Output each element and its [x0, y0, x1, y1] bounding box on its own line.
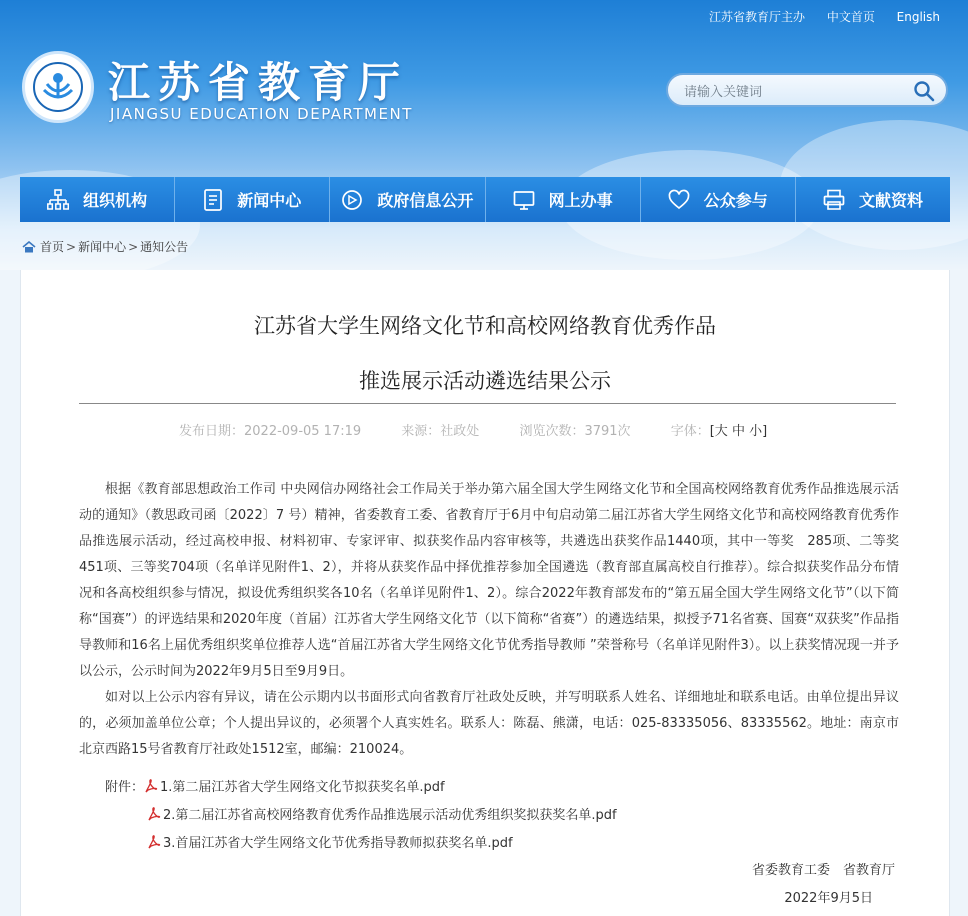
attachments-label: 附件： [105, 780, 145, 795]
breadcrumb-notices[interactable]: 通知公告 [140, 240, 189, 254]
top-link-chinese-home[interactable]: 中文首页 [826, 10, 875, 24]
document-icon [203, 189, 223, 211]
nav-item-news[interactable] [175, 177, 330, 222]
nav-label: 公众参与 [703, 191, 768, 210]
attachment-row [105, 776, 445, 795]
article-title-line1: 江苏省大学生网络文化节和高校网络教育优秀作品 [254, 314, 716, 338]
breadcrumb [22, 238, 188, 255]
nav-label: 文献资料 [858, 191, 923, 210]
attachment-row [147, 804, 617, 823]
site-subtitle: JIANGSU EDUCATION DEPARTMENT [110, 105, 413, 123]
monitor-icon [513, 189, 535, 211]
article-paragraph: 根据《教育部思想政治工作司 中央网信办网络社会工作局关于举办第六届全国大学生网络文化节和全国高校网络教育优秀作品推选展示活动的通知》（教思政司函〔2022〕7 号）精神，省委教育工委、省教育厅于6月中旬启动第二届江苏省大学生网络文化节和高校网络教育优秀作品推选展示活动，经过高校申报、材料初审、专家评审、拟获奖作品内容审核等，共遴选出获奖作品1440项，其中一等奖 285项、二等奖451项、三等奖704项（名单详见附件1、2），并将从获奖作品中择优推荐参加全国遴选（教育部直属高校自行推荐）。综合拟获奖作品分布情况和各高校组织参与情况，拟设优秀组织奖各10名（名单详见附件1、2）。综合2022年教育部发布的“第五届全国大学生网络文化节”（以下简称“国赛”）的评选结果和2020年度（首届）江苏省大学生网络文化节（以下简称“省赛”）的遴选结果，拟授予71名省赛、国赛“双获奖”作品指导教师和16名上届优秀组织奖单位推荐人选“首届江苏省大学生网络文化节优秀指导教师 ”荣誉称号（名单详见附件3）。以上获奖情况现一并予以公示，公示时间为2022年9月5日至9月9日。 [79, 482, 899, 679]
article-meta [179, 420, 767, 439]
article-panel [20, 270, 950, 916]
logo-emblem-icon [33, 62, 83, 112]
nav-item-gov-info[interactable] [330, 177, 485, 222]
pdf-icon [147, 806, 161, 822]
article-source: 来源：社政处 [401, 424, 480, 439]
signature: 省委教育工委 省教育厅 [751, 863, 895, 878]
nav-item-organization[interactable] [20, 177, 175, 222]
top-link-english[interactable]: English [896, 10, 940, 24]
font-size-label: 字体： [670, 424, 710, 439]
nav-item-public-participation[interactable] [641, 177, 796, 222]
org-chart-icon [47, 189, 69, 211]
view-count: 浏览次数：3791次 [519, 424, 631, 439]
pdf-icon [147, 834, 161, 850]
attachment-link-1[interactable]: 1.第二届江苏省大学生网络文化节拟获奖名单.pdf [160, 780, 445, 795]
breadcrumb-home[interactable]: 首页 [40, 240, 65, 254]
font-large-button[interactable]: 大 [714, 424, 728, 439]
printer-icon [823, 189, 845, 211]
nav-item-documents[interactable] [796, 177, 950, 222]
search-box [666, 73, 948, 107]
attachment-row [147, 832, 513, 851]
compass-icon [341, 189, 363, 211]
nav-label: 新闻中心 [237, 191, 302, 210]
nav-label: 政府信息公开 [377, 191, 474, 210]
pdf-icon [144, 778, 158, 794]
breadcrumb-separator: > [66, 239, 77, 254]
top-links [691, 8, 940, 25]
nav-item-online-service[interactable] [486, 177, 641, 222]
attachment-link-2[interactable]: 2.第二届江苏省高校网络教育优秀作品推选展示活动优秀组织奖拟获奖名单.pdf [163, 808, 617, 823]
article-title-line2: 推选展示活动遴选结果公示 [359, 369, 611, 393]
heart-icon [668, 189, 690, 211]
site-title: 江苏省教育厅 [108, 58, 409, 107]
font-small-button[interactable]: 小 [749, 424, 763, 439]
breadcrumb-news[interactable]: 新闻中心 [78, 240, 127, 254]
site-logo[interactable] [22, 51, 94, 123]
top-link-host[interactable]: 江苏省教育厅主办 [708, 10, 805, 24]
breadcrumb-separator: > [128, 239, 139, 254]
search-icon[interactable] [912, 79, 936, 103]
publish-date: 发布日期：2022-09-05 17:19 [179, 424, 362, 439]
home-icon [22, 241, 36, 253]
article-body [79, 477, 899, 763]
font-medium-button[interactable]: 中 [731, 424, 745, 439]
article-paragraph: 如对以上公示内容有异议，请在公示期内以书面形式向省教育厅社政处反映，并写明联系人姓名、详细地址和联系电话。由单位提出异议的，必须加盖单位公章；个人提出异议的，必须署个人真实姓名。联系人：陈磊、熊潇，电话：025-83335056、83335562。地址：南京市北京西路15号省教育厅社政处1512室，邮编：210024。 [79, 690, 899, 757]
title-divider [79, 403, 896, 404]
signature-date: 2022年9月5日 [784, 891, 873, 906]
nav-label: 网上办事 [548, 191, 613, 210]
attachment-link-3[interactable]: 3.首届江苏省大学生网络文化节优秀指导教师拟获奖名单.pdf [163, 836, 513, 851]
nav-label: 组织机构 [83, 191, 148, 210]
header-banner [0, 0, 968, 270]
main-nav [20, 177, 950, 222]
font-size-switcher: [大 中 小] [709, 424, 768, 439]
search-input[interactable] [682, 81, 906, 103]
